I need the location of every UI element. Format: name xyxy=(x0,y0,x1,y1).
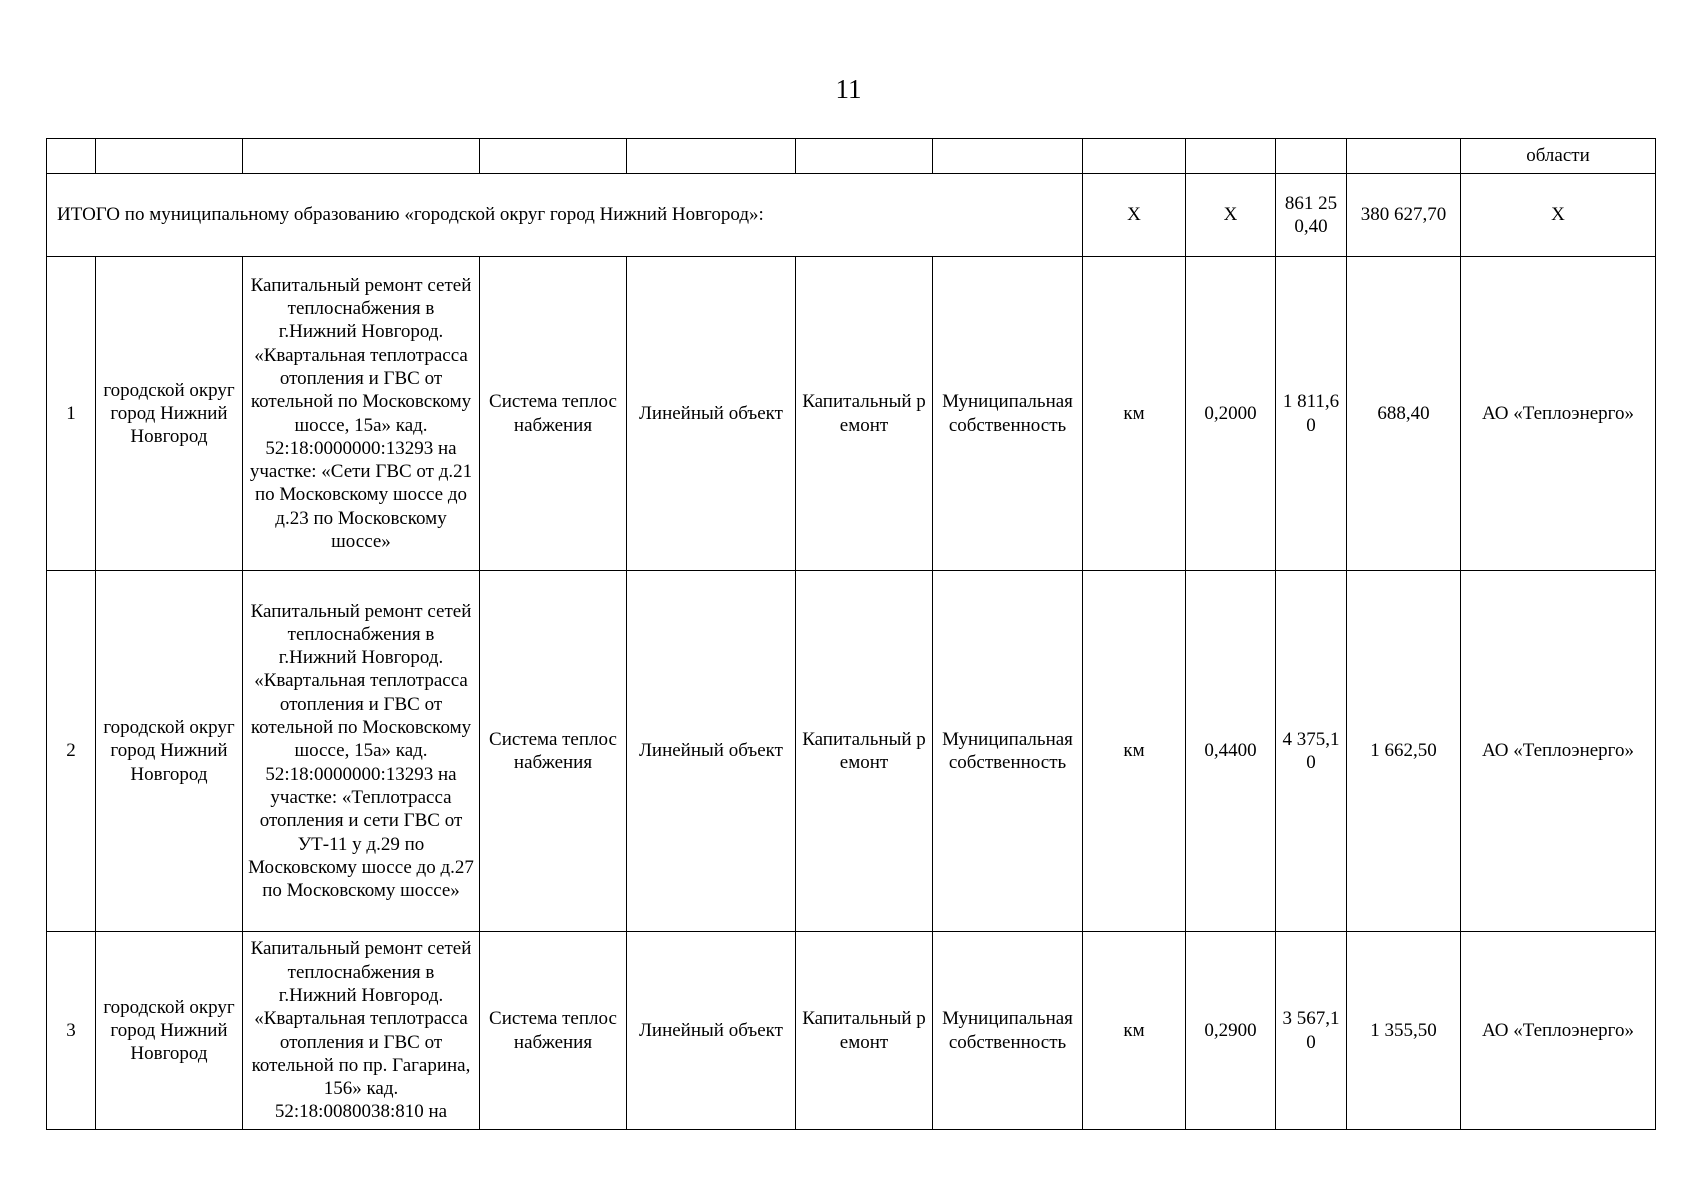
unit-cell: км xyxy=(1083,571,1186,932)
total-cost: 861 250,40 xyxy=(1276,174,1347,257)
municipality-cell: городской округ город Нижний Новгород xyxy=(96,932,243,1130)
description-cell: Капитальный ремонт сетей теплоснабжения в г.Нижний Новгород. «Квартальная теплотрасса отопления и ГВС от котельной по пр. Гагарина, 156» кад. 52:18:0080038:810 на xyxy=(243,932,480,1130)
table-cell xyxy=(243,139,480,174)
cost-cell: 4 375,10 xyxy=(1276,571,1347,932)
description-cell: Капитальный ремонт сетей теплоснабжения в г.Нижний Новгород. «Квартальная теплотрасса отопления и ГВС от котельной по Московскому шоссе, 15а» кад. 52:18:0000000:13293 на участке: «Сети ГВС от д.21 по Московскому шоссе до д.23 по Московскому шоссе» xyxy=(243,257,480,571)
table-cell xyxy=(1347,139,1461,174)
unit-cell: км xyxy=(1083,932,1186,1130)
work-type-cell: Капитальный ремонт xyxy=(796,257,933,571)
table-cell xyxy=(47,139,96,174)
total-label: ИТОГО по муниципальному образованию «городской округ город Нижний Новгород»: xyxy=(47,174,1083,257)
amount-cell: 1 662,50 xyxy=(1347,571,1461,932)
page-number: 11 xyxy=(835,74,862,104)
table-cell xyxy=(796,139,933,174)
length-cell: 0,2000 xyxy=(1186,257,1276,571)
table-row xyxy=(47,571,1656,932)
org-cell: АО «Теплоэнерго» xyxy=(1461,571,1656,932)
row-number: 1 xyxy=(47,257,96,571)
table-row xyxy=(47,257,1656,571)
region-cell: области xyxy=(1461,139,1656,174)
ownership-cell: Муниципальная собственность xyxy=(933,932,1083,1130)
municipality-cell: городской округ город Нижний Новгород xyxy=(96,257,243,571)
table-row xyxy=(47,932,1656,1130)
system-cell: Система теплоснабжения xyxy=(480,257,627,571)
system-cell: Система теплоснабжения xyxy=(480,571,627,932)
total-unit: Х xyxy=(1083,174,1186,257)
table-cell xyxy=(480,139,627,174)
org-cell: АО «Теплоэнерго» xyxy=(1461,257,1656,571)
org-cell: АО «Теплоэнерго» xyxy=(1461,932,1656,1130)
amount-cell: 688,40 xyxy=(1347,257,1461,571)
length-cell: 0,2900 xyxy=(1186,932,1276,1130)
amount-cell: 1 355,50 xyxy=(1347,932,1461,1130)
table-cell xyxy=(96,139,243,174)
cost-cell: 1 811,60 xyxy=(1276,257,1347,571)
table-cell xyxy=(933,139,1083,174)
system-cell: Система теплоснабжения xyxy=(480,932,627,1130)
object-type-cell: Линейный объект xyxy=(627,257,796,571)
unit-cell: км xyxy=(1083,257,1186,571)
table-cell xyxy=(1276,139,1347,174)
total-row xyxy=(47,174,1656,257)
object-type-cell: Линейный объект xyxy=(627,571,796,932)
total-org: Х xyxy=(1461,174,1656,257)
ownership-cell: Муниципальная собственность xyxy=(933,571,1083,932)
total-amount: 380 627,70 xyxy=(1347,174,1461,257)
table-cell xyxy=(1186,139,1276,174)
description-cell: Капитальный ремонт сетей теплоснабжения в г.Нижний Новгород. «Квартальная теплотрасса отопления и ГВС от котельной по Московскому шоссе, 15а» кад. 52:18:0000000:13293 на участке: «Теплотрасса отопления и сети ГВС от УТ-11 у д.29 по Московскому шоссе до д.27 по Московскому шоссе» xyxy=(243,571,480,932)
work-type-cell: Капитальный ремонт xyxy=(796,932,933,1130)
continuation-row xyxy=(47,139,1656,174)
ownership-cell: Муниципальная собственность xyxy=(933,257,1083,571)
length-cell: 0,4400 xyxy=(1186,571,1276,932)
table-cell xyxy=(1083,139,1186,174)
row-number: 3 xyxy=(47,932,96,1130)
object-type-cell: Линейный объект xyxy=(627,932,796,1130)
program-table xyxy=(46,138,1656,1130)
table-cell xyxy=(627,139,796,174)
row-number: 2 xyxy=(47,571,96,932)
work-type-cell: Капитальный ремонт xyxy=(796,571,933,932)
municipality-cell: городской округ город Нижний Новгород xyxy=(96,571,243,932)
total-length: Х xyxy=(1186,174,1276,257)
cost-cell: 3 567,10 xyxy=(1276,932,1347,1130)
